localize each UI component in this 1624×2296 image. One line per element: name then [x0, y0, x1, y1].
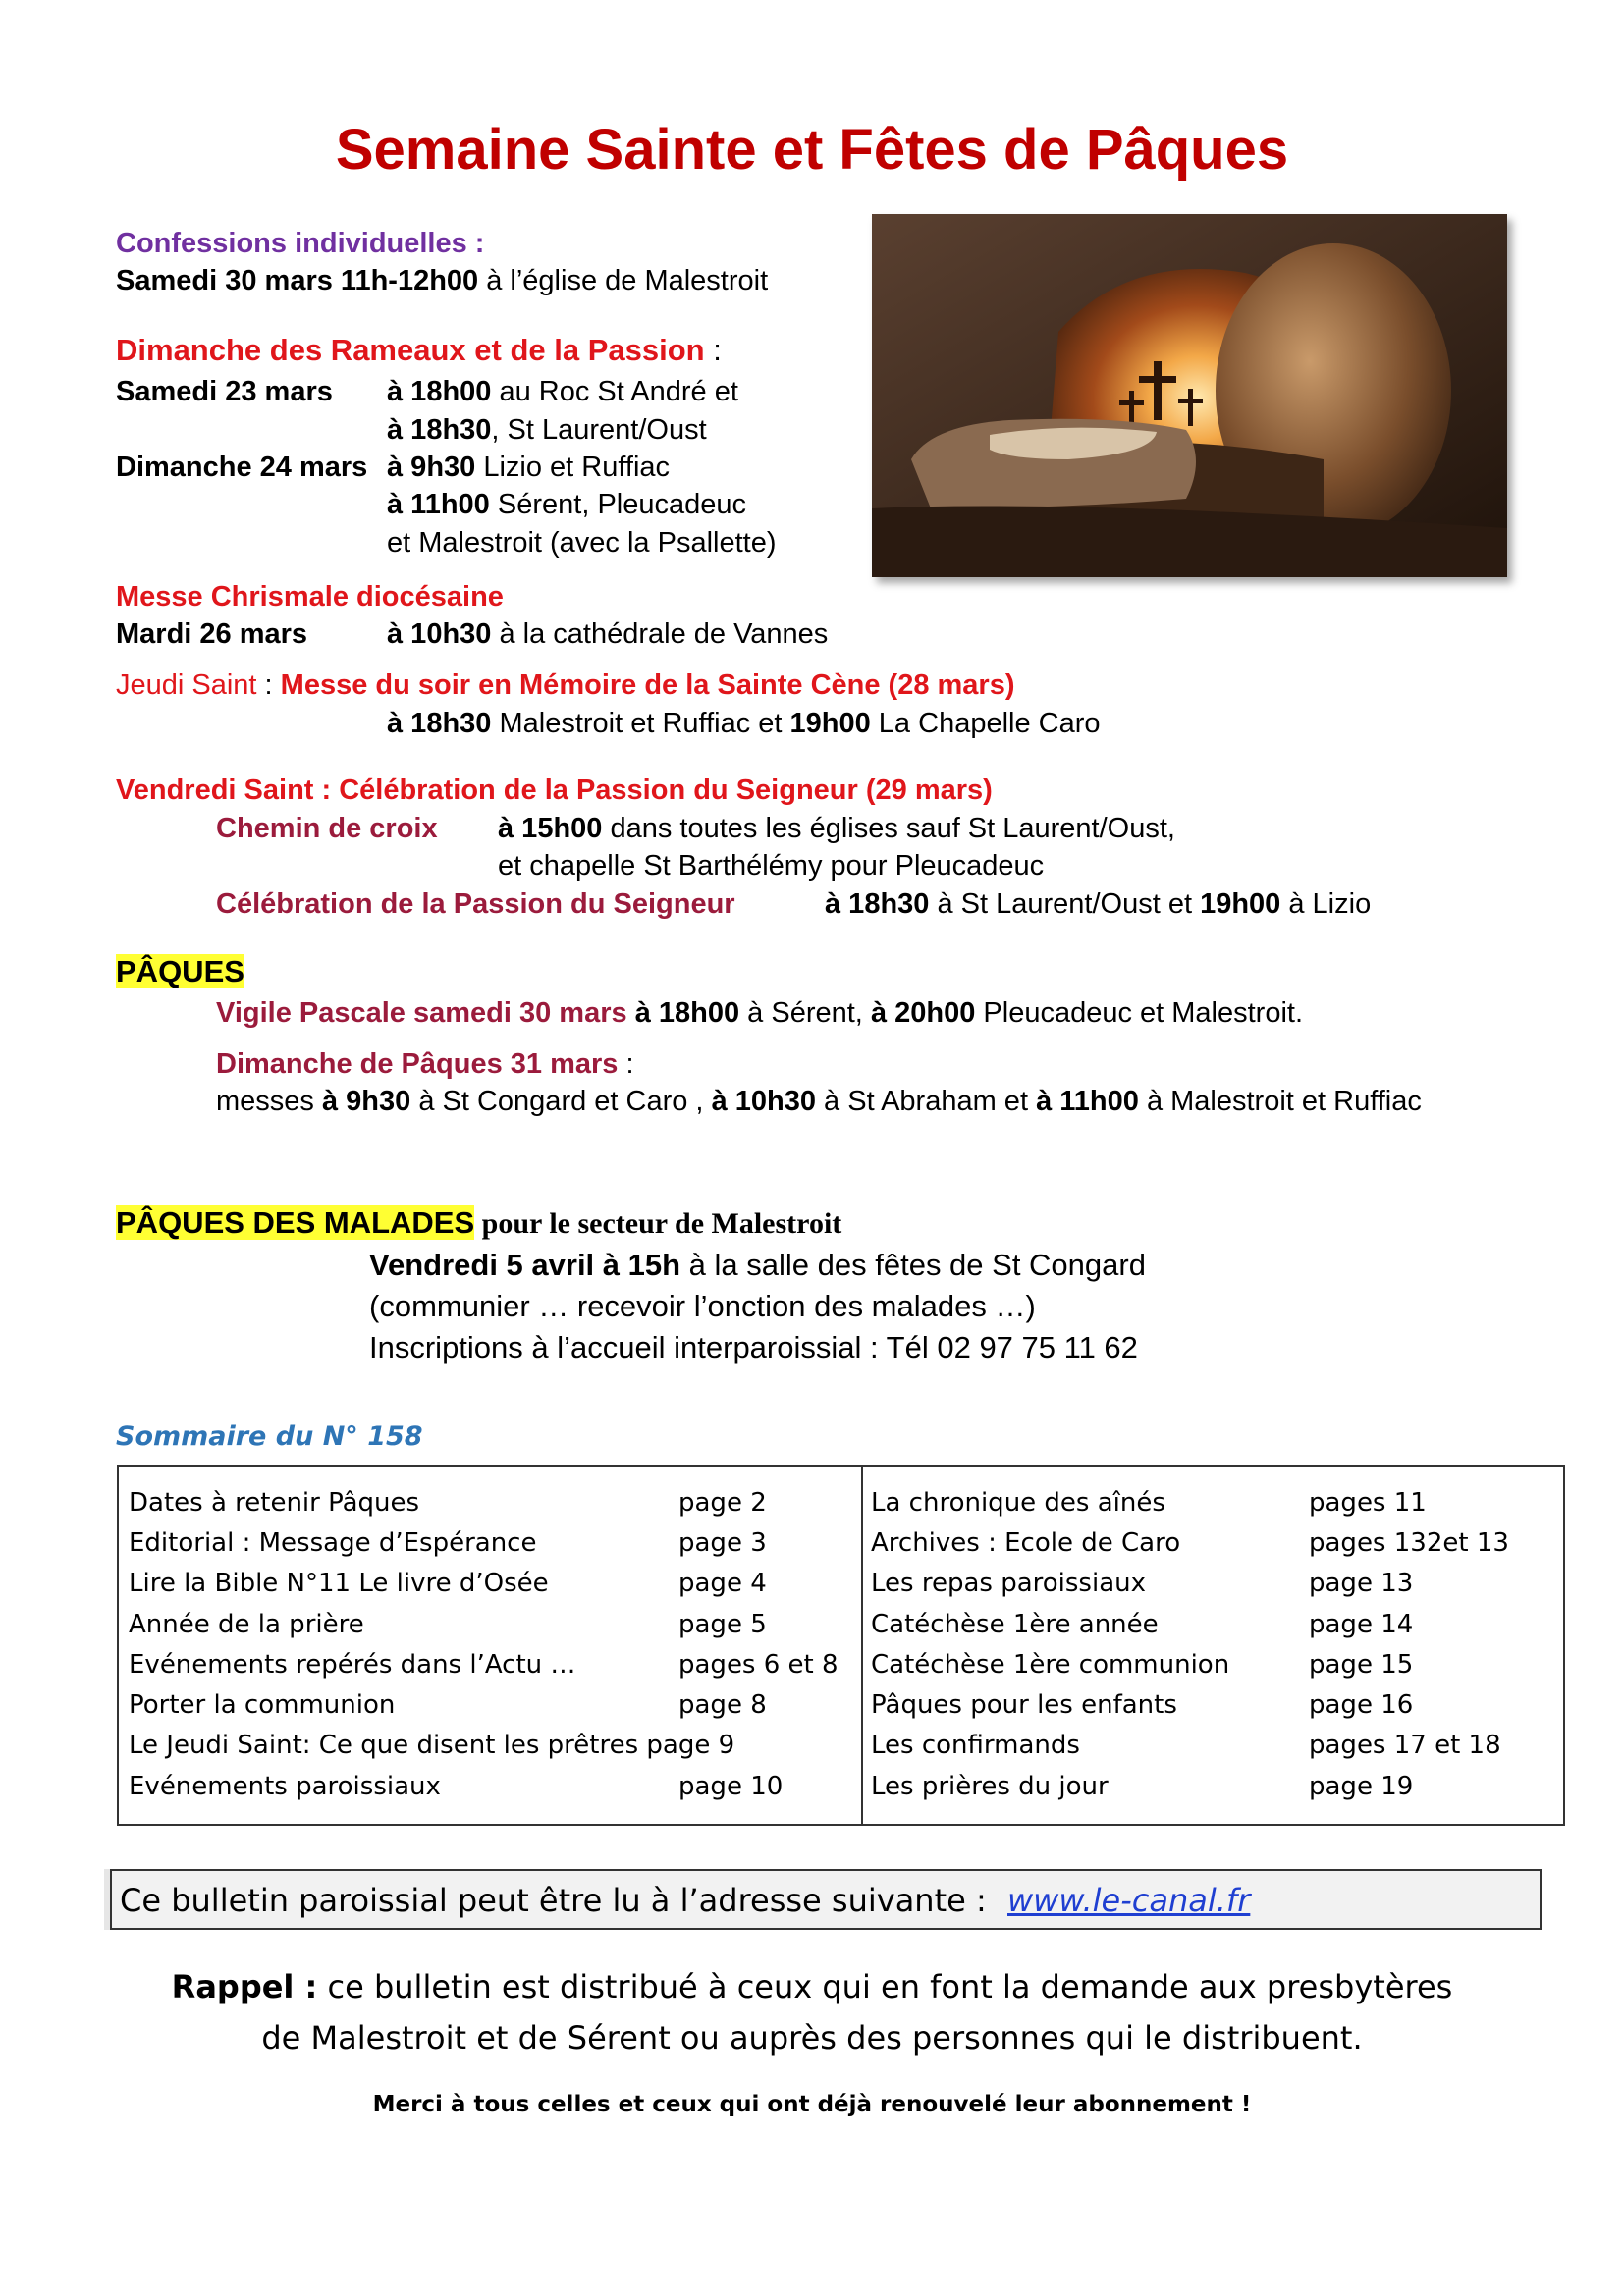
rameaux-sat2: à 18h30, St Laurent/Oust	[387, 414, 707, 446]
toc-left-label: Editorial : Message d’Espérance	[129, 1528, 537, 1558]
chemin-line: à 15h00 dans toutes les églises sauf St Laurent/Oust,	[498, 813, 1175, 844]
chemin-line2: et chapelle St Barthélémy pour Pleucadeuc	[498, 850, 1045, 881]
toc-right-page: pages 132et 13	[1309, 1528, 1509, 1558]
celeb-label: Célébration de la Passion du Seigneur	[216, 888, 735, 920]
paques-heading: PÂQUES	[116, 954, 244, 988]
toc-right-page: pages 17 et 18	[1309, 1731, 1501, 1760]
toc-left-page: page 5	[678, 1610, 767, 1639]
toc-right-page: page 16	[1309, 1690, 1414, 1720]
malades-line3: Inscriptions à l’accueil interparoissial : Tél 02 97 75 11 62	[369, 1330, 1138, 1364]
toc-right-page: page 19	[1309, 1772, 1414, 1801]
chrismale-heading: Messe Chrismale diocésaine	[116, 581, 504, 613]
toc-left-page: page 8	[678, 1690, 767, 1720]
dimanche-paques-heading: Dimanche de Pâques 31 mars :	[216, 1048, 634, 1080]
empty-tomb-photo	[872, 214, 1507, 577]
toc-left-label: Dates à retenir Pâques	[129, 1488, 420, 1518]
toc-left-label: Evénements repérés dans l’Actu …	[129, 1650, 576, 1680]
toc-right-label: Archives : Ecole de Caro	[871, 1528, 1181, 1558]
rameaux-sat-label: Samedi 23 mars	[116, 376, 333, 407]
toc-right-page: pages 11	[1309, 1488, 1427, 1518]
merci-line: Merci à tous celles et ceux qui ont déjà renouvelé leur abonnement !	[372, 2092, 1252, 2117]
toc-left-label: Le Jeudi Saint: Ce que disent les prêtres page 9	[129, 1731, 735, 1760]
vigile-line: Vigile Pascale samedi 30 mars à 18h00 à Sérent, à 20h00 Pleucadeuc et Malestroit.	[216, 997, 1304, 1029]
toc-right-page: page 15	[1309, 1650, 1414, 1680]
chrismale-label: Mardi 26 mars	[116, 618, 308, 650]
page-title: Semaine Sainte et Fêtes de Pâques	[335, 118, 1289, 182]
sommaire-divider	[861, 1467, 863, 1824]
bulletin-box	[110, 1869, 1542, 1930]
toc-left-page: page 3	[678, 1528, 767, 1558]
chemin-label: Chemin de croix	[216, 813, 438, 844]
toc-right-label: Les repas paroissiaux	[871, 1569, 1146, 1598]
bulletin-text: Ce bulletin paroissial peut être lu à l’adresse suivante :	[120, 1882, 987, 1919]
toc-right-label: Catéchèse 1ère communion	[871, 1650, 1230, 1680]
toc-right-label: Catéchèse 1ère année	[871, 1610, 1159, 1639]
rameaux-sat1: à 18h00 au Roc St André et	[387, 376, 738, 407]
toc-right-label: La chronique des aînés	[871, 1488, 1165, 1518]
toc-left-page: pages 6 et 8	[678, 1650, 839, 1680]
rameaux-sun-label: Dimanche 24 mars	[116, 452, 368, 483]
toc-left-page: page 4	[678, 1569, 767, 1598]
toc-left-page: page 2	[678, 1488, 767, 1518]
jeudi-heading: Jeudi Saint : Messe du soir en Mémoire de la Sainte Cène (28 mars)	[116, 669, 1015, 701]
rappel-line1: Rappel : ce bulletin est distribué à ceux qui en font la demande aux presbytères	[171, 1968, 1453, 2005]
messes-line: messes à 9h30 à St Congard et Caro , à 10h30 à St Abraham et à 11h00 à Malestroit et Ruffiac	[216, 1086, 1422, 1117]
rameaux-sun2: à 11h00 Sérent, Pleucadeuc	[387, 489, 746, 520]
sommaire-table	[117, 1465, 1565, 1826]
rappel-line2: de Malestroit et de Sérent ou auprès des personnes qui le distribuent.	[261, 2019, 1363, 2056]
malades-heading: PÂQUES DES MALADES pour le secteur de Malestroit	[116, 1205, 842, 1240]
rameaux-heading: Dimanche des Rameaux et de la Passion :	[116, 333, 722, 367]
toc-left-label: Année de la prière	[129, 1610, 364, 1639]
rameaux-sun1: à 9h30 Lizio et Ruffiac	[387, 452, 671, 483]
celeb-line: à 18h30 à St Laurent/Oust et 19h00 à Lizio	[825, 888, 1372, 920]
toc-left-label: Lire la Bible N°11 Le livre d’Osée	[129, 1569, 549, 1598]
toc-left-label: Evénements paroissiaux	[129, 1772, 441, 1801]
toc-right-label: Les confirmands	[871, 1731, 1080, 1760]
confessions-line: Samedi 30 mars 11h-12h00 à l’église de Malestroit	[116, 265, 769, 296]
toc-left-label: Porter la communion	[129, 1690, 396, 1720]
jeudi-line: à 18h30 Malestroit et Ruffiac et 19h00 La Chapelle Caro	[387, 708, 1101, 739]
bulletin-link[interactable]: www.le-canal.fr	[1007, 1882, 1251, 1919]
rameaux-sun3: et Malestroit (avec la Psallette)	[387, 527, 777, 559]
malades-line2: (communier … recevoir l’onction des malades …)	[369, 1289, 1036, 1323]
toc-right-label: Pâques pour les enfants	[871, 1690, 1177, 1720]
vendredi-heading: Vendredi Saint : Célébration de la Passion du Seigneur (29 mars)	[116, 774, 993, 806]
toc-right-label: Les prières du jour	[871, 1772, 1109, 1801]
toc-right-page: page 14	[1309, 1610, 1414, 1639]
toc-right-page: page 13	[1309, 1569, 1414, 1598]
confessions-heading: Confessions individuelles :	[116, 228, 485, 259]
toc-left-page: page 10	[678, 1772, 784, 1801]
sommaire-title: Sommaire du N° 158	[116, 1421, 423, 1452]
malades-line1: Vendredi 5 avril à 15h à la salle des fêtes de St Congard	[369, 1248, 1146, 1282]
chrismale-line: à 10h30 à la cathédrale de Vannes	[387, 618, 829, 650]
